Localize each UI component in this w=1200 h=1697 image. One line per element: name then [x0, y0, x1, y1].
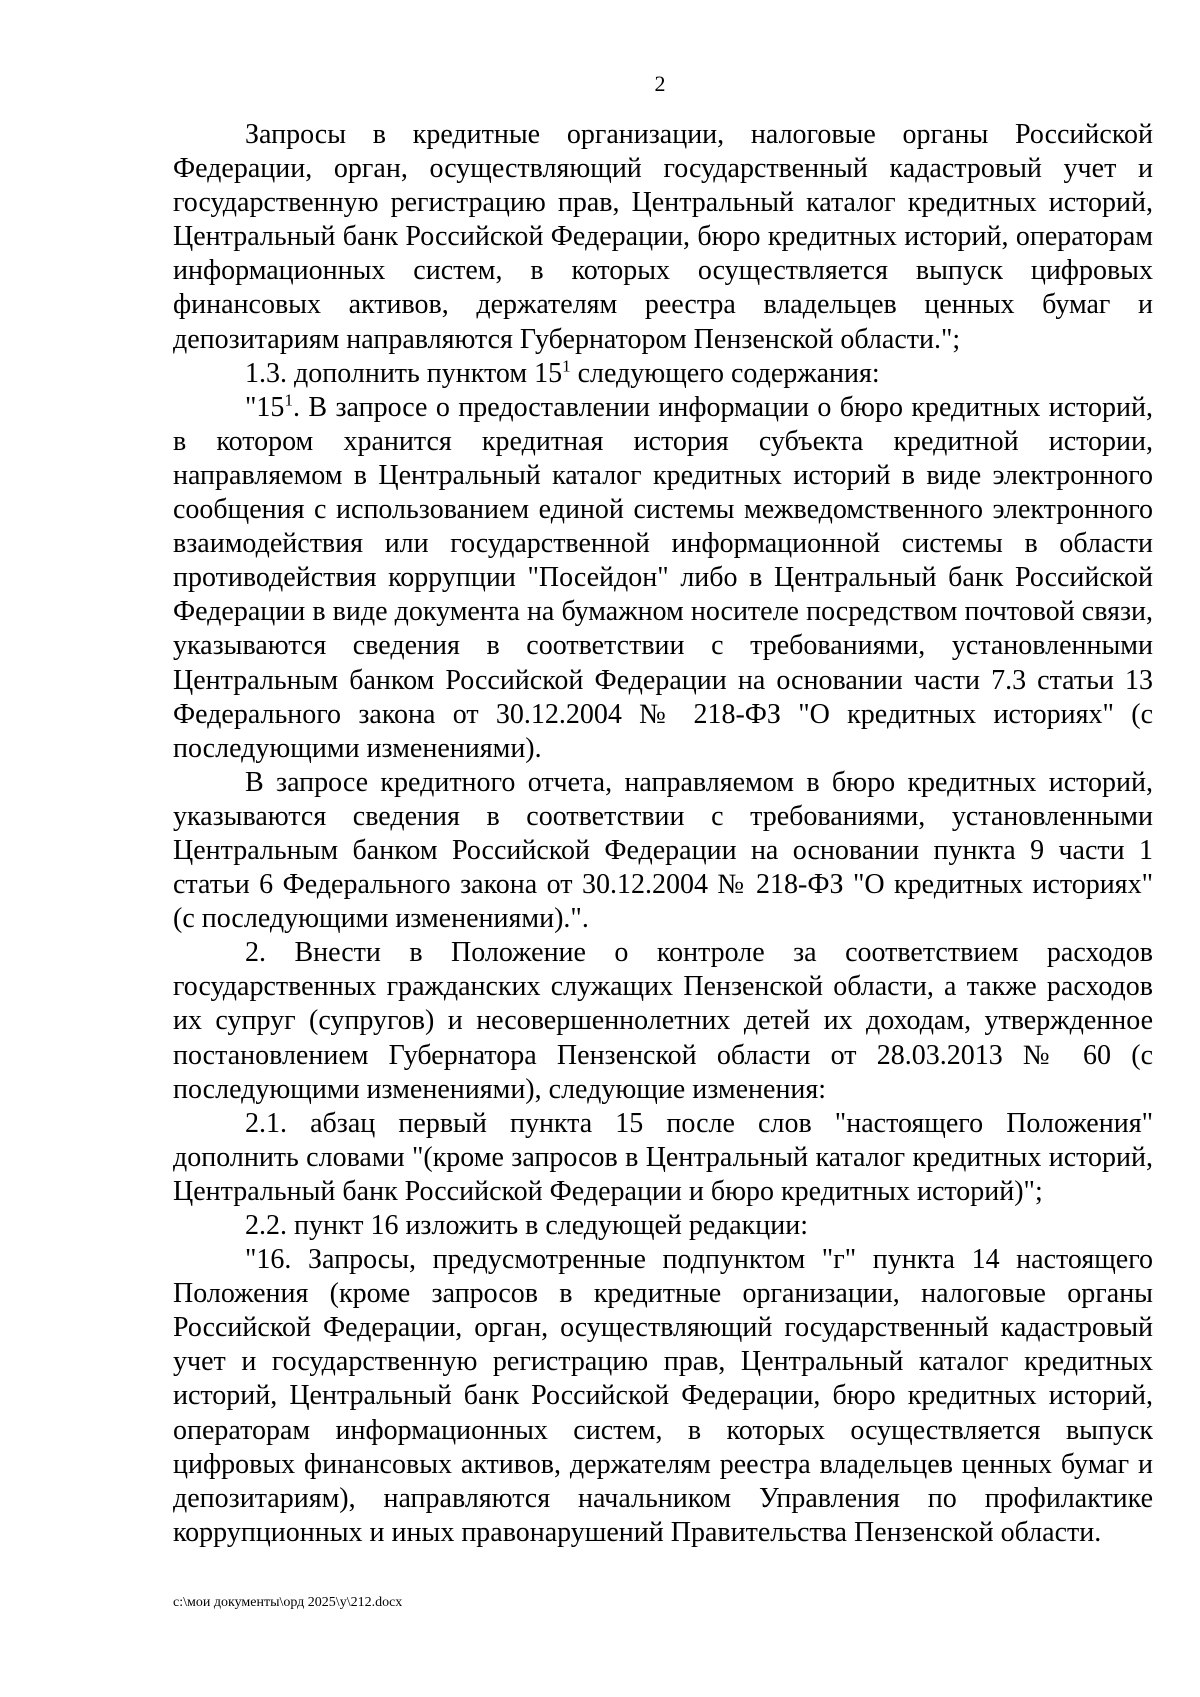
paragraph-item-2-2: 2.2. пункт 16 изложить в следующей редакции: — [245, 1210, 808, 1241]
superscript-1: 1 — [562, 356, 571, 376]
paragraph-item-2: 2. Внести в Положение о контроле за соответствием расходов государственных гражданских служащих Пензенской области, а также расходов их супруг (супругов) и несовершеннолетних детей их доходам, утвержденное постановлением Губернатора Пензенской области от 28.03.2013 № 60 (с последующими изменениями), следующие изменения: — [173, 937, 1153, 1105]
document-body — [173, 118, 1153, 1550]
paragraph-item-16: "16. Запросы, предусмотренные подпунктом "г" пункта 14 настоящего Положения (кроме запросов в кредитные организации, налоговые органы Российской Федерации, орган, осуществляющий государственный кадастровый учет и государственную регистрацию прав, Центральный каталог кредитных историй, Центральный банк Российской Федерации, бюро кредитных историй, операторам информационных систем, в которых осуществляется выпуск цифровых финансовых активов, держателям реестра владельцев ценных бумаг и депозитариям), направляются начальником Управления по профилактике коррупционных и иных правонарушений Правительства Пензенской области. — [173, 1244, 1153, 1548]
page-number: 2 — [654, 71, 666, 96]
paragraph-item-2-1: 2.1. абзац первый пункта 15 после слов "настоящего Положения" дополнить словами "(кроме запросов в Центральный каталог кредитных историй, Центральный банк Российской Федерации и бюро кредитных историй)"; — [173, 1107, 1153, 1207]
paragraph-item-1-3-text: 1.3. дополнить пунктом 15 — [245, 357, 563, 389]
footer-file-path: c:\мои документы\орд 2025\у\212.docx — [173, 1595, 403, 1610]
superscript-1: 1 — [284, 390, 293, 410]
paragraph-item-15-1 — [173, 391, 1153, 766]
paragraph-item-1-3-tail: следующего содержания: — [570, 357, 880, 389]
paragraph-item-15-1-text: . В запросе о предоставлении информации о бюро кредитных историй, в котором хранится кредитная история субъекта кредитной истории, направляемом в Центральный каталог кредитных историй в виде электронного сообщения с использованием единой системы межведомственного электронного взаимодействия или государственной информационной системы в области противодействия коррупции "Посейдон" либо в Центральный банк Российской Федерации в виде документа на бумажном носителе посредством почтовой связи, указываются сведения в соответствии с требованиями, установленными Центральным банком Российской Федерации на основании части 7.3 статьи 13 Федерального закона от 30.12.2004 № 218-ФЗ "О кредитных историях" (с последующими изменениями). — [173, 391, 1153, 764]
paragraph-requests-governor: Запросы в кредитные организации, налоговые органы Российской Федерации, орган, осуществляющий государственный кадастровый учет и государственную регистрацию прав, Центральный каталог кредитных историй, Центральный банк Российской Федерации, бюро кредитных историй, операторам информационных систем, в которых осуществляется выпуск цифровых финансовых активов, держателям реестра владельцев ценных бумаг и депозитариям направляются Губернатором Пензенской области."; — [173, 119, 1153, 355]
paragraph-credit-report-request: В запросе кредитного отчета, направляемом в бюро кредитных историй, указываются сведения в соответствии с требованиями, установленными Центральным банком Российской Федерации на основании пункта 9 части 1 статьи 6 Федерального закона от 30.12.2004 № 218-ФЗ "О кредитных историях" (с последующими изменениями).". — [173, 766, 1153, 935]
paragraph-item-1-3 — [173, 357, 1153, 391]
paragraph-item-15-1-start: "15 — [245, 391, 285, 423]
